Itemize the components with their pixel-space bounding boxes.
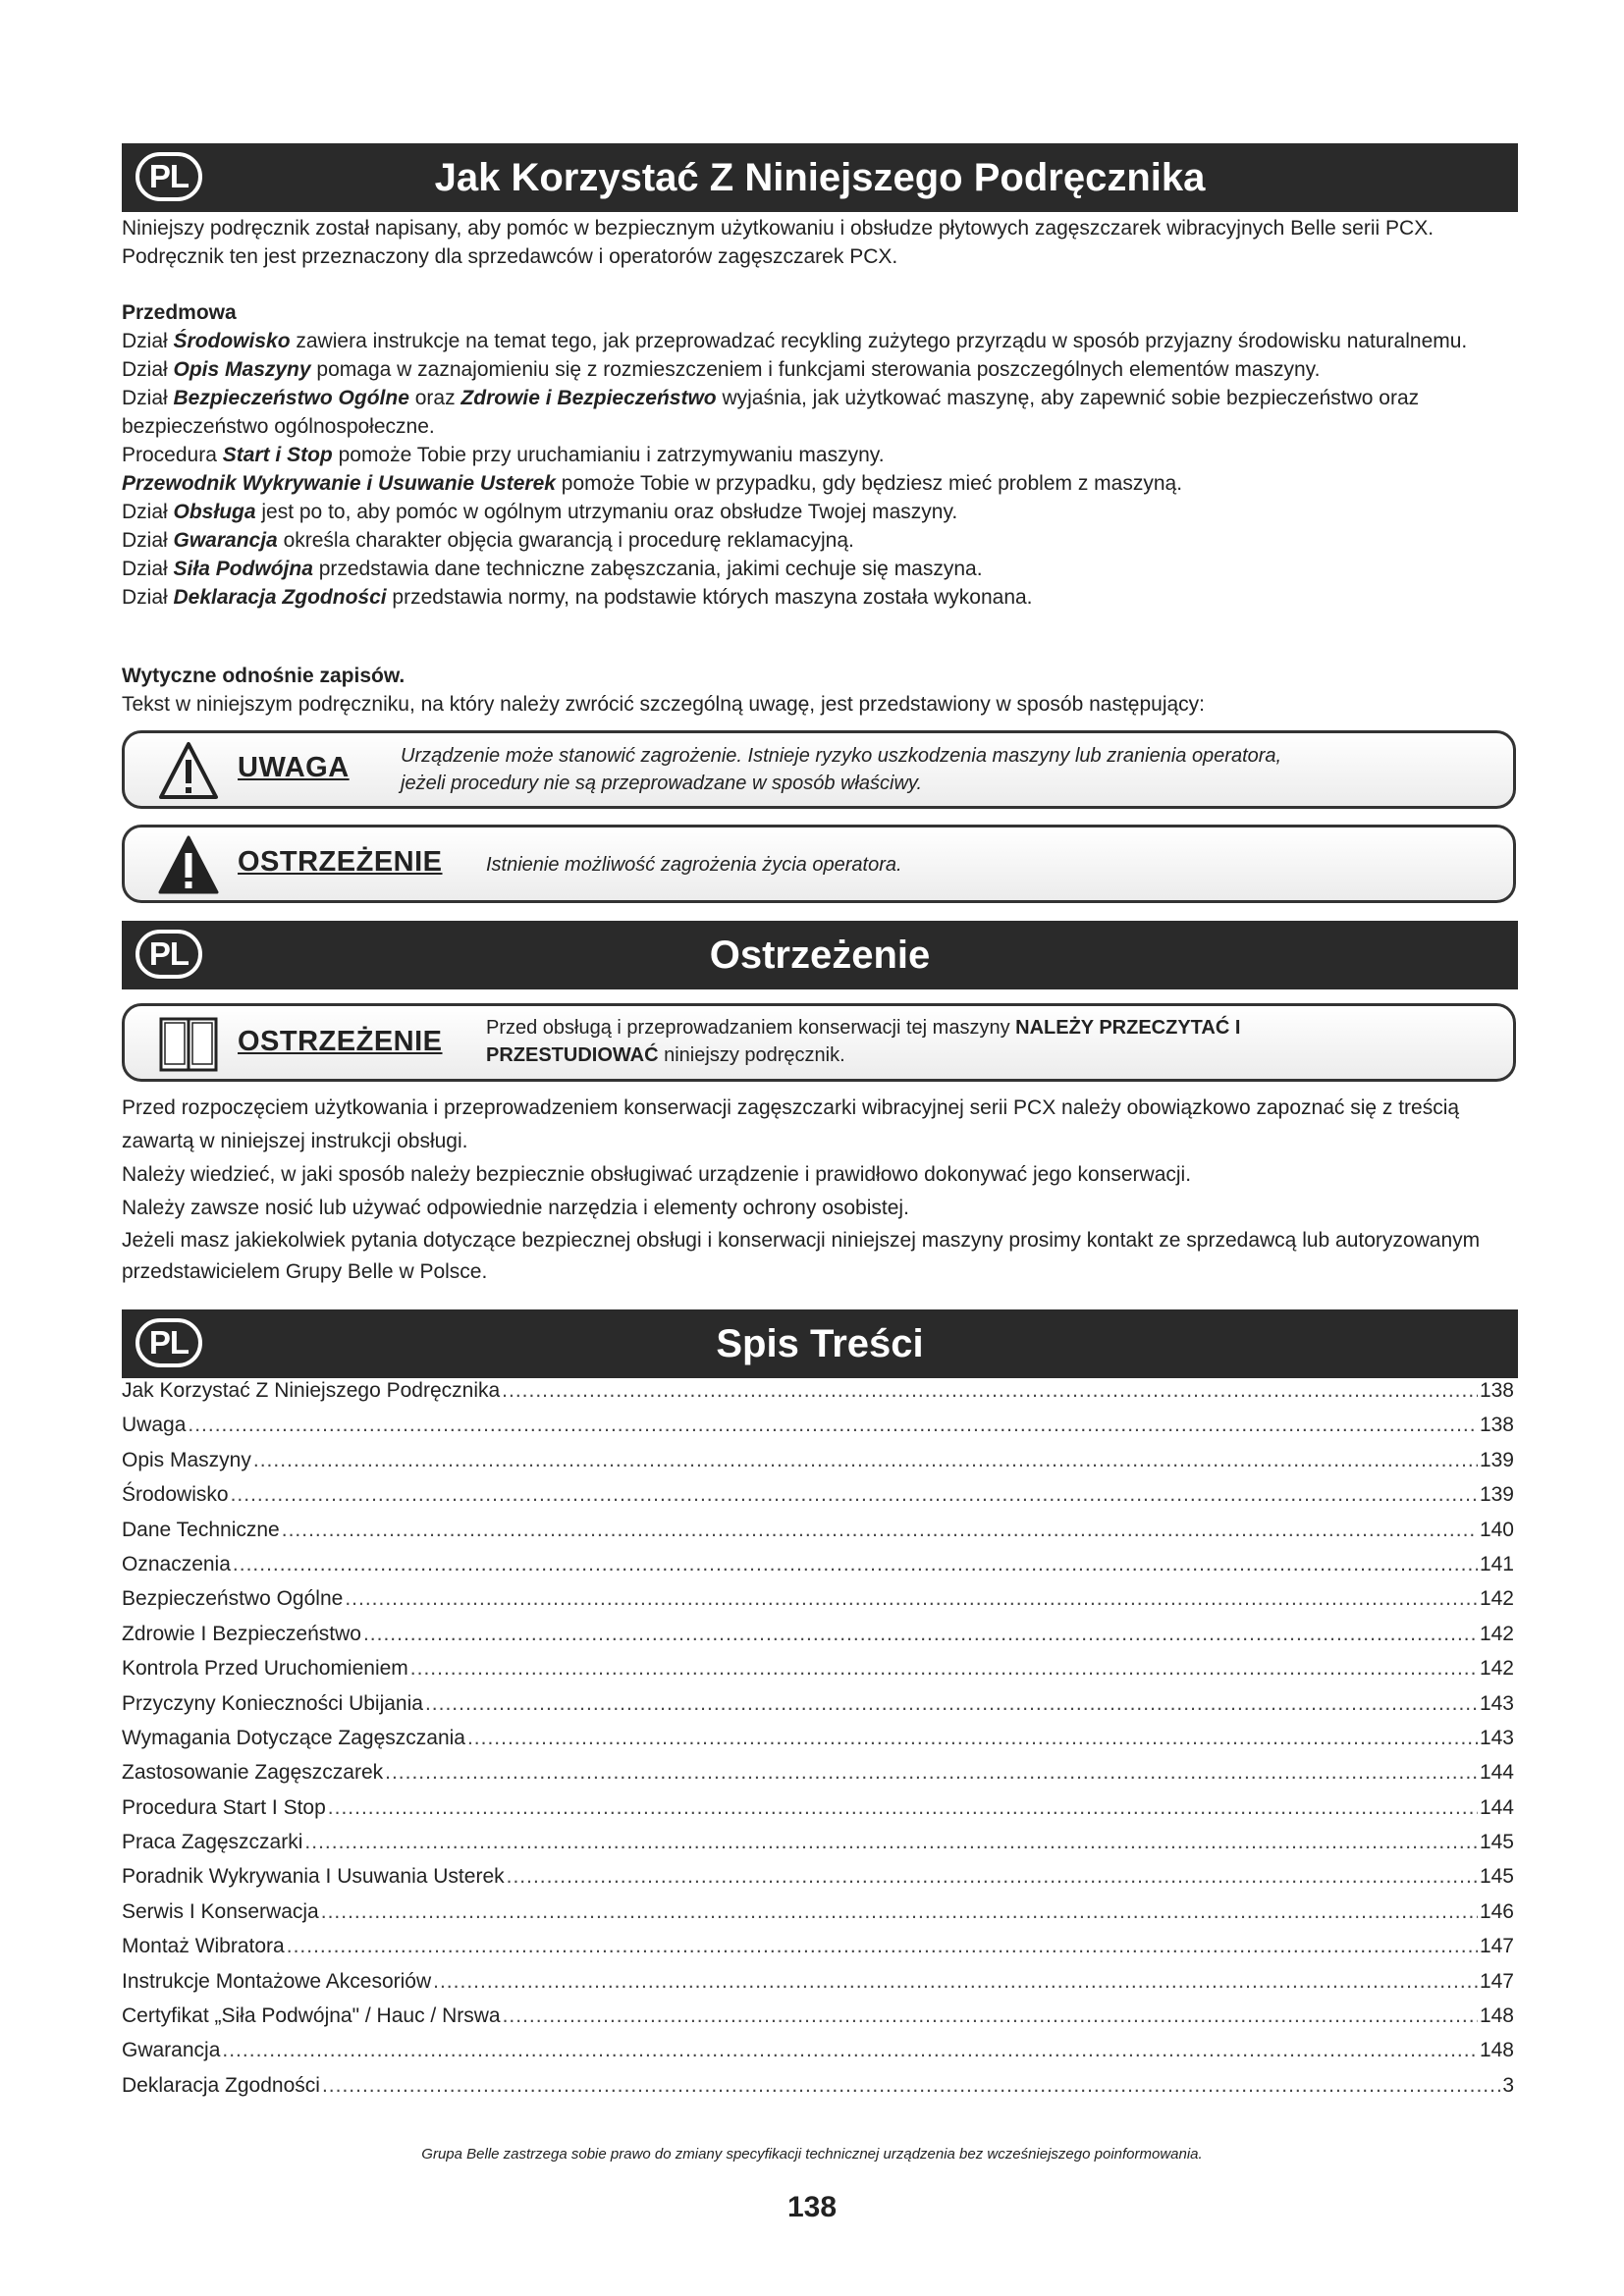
toc-row[interactable] — [122, 1587, 1514, 1622]
toc-entry-page: 140 — [1479, 1518, 1514, 1541]
toc-leader-dots — [363, 1623, 1478, 1646]
toc-entry-page: 141 — [1479, 1552, 1514, 1575]
toc-entry-title: Zdrowie I Bezpieczeństwo — [122, 1622, 361, 1645]
toc-row[interactable] — [122, 1519, 1514, 1553]
toc-row[interactable] — [122, 1449, 1514, 1483]
warning-paragraphs — [122, 1092, 1516, 1288]
toc-entry-title: Praca Zagęszczarki — [122, 1831, 303, 1854]
toc-leader-dots — [188, 1414, 1478, 1437]
guidelines-heading: Wytyczne odnośnie zapisów. — [122, 665, 406, 687]
toc-entry-page: 138 — [1479, 1379, 1514, 1402]
toc-entry-title: Kontrola Przed Uruchomieniem — [122, 1657, 408, 1681]
read-manual-notice — [122, 1003, 1516, 1082]
toc-entry-page: 3 — [1502, 2073, 1514, 2097]
toc-entry-title: Bezpieczeństwo Ogólne — [122, 1587, 344, 1611]
table-of-contents — [122, 1379, 1514, 2109]
toc-leader-dots — [345, 1587, 1478, 1611]
toc-entry-title: Serwis I Konserwacja — [122, 1899, 319, 1923]
warning-paragraph: Przed rozpoczęciem użytkowania i przeprowadzeniem konserwacji zagęszczarki wibracyjnej serii PCX należy obowiązkowo zapoznać się z treścią zawartą w niniejszej instrukcji obsługi. — [122, 1096, 1460, 1152]
toc-leader-dots — [328, 1796, 1478, 1820]
toc-entry-title: Certyfikat „Siła Podwójna" / Hauc / Nrswa — [122, 2004, 501, 2028]
book-icon — [158, 1013, 219, 1074]
toc-row[interactable] — [122, 1831, 1514, 1865]
toc-row[interactable] — [122, 1865, 1514, 1899]
toc-leader-dots — [503, 2004, 1478, 2028]
section-title: Ostrzeżenie — [709, 934, 931, 977]
toc-row[interactable] — [122, 1761, 1514, 1795]
toc-entry-title: Przyczyny Konieczności Ubijania — [122, 1691, 423, 1715]
toc-row[interactable] — [122, 1623, 1514, 1657]
toc-leader-dots — [410, 1657, 1478, 1681]
toc-entry-title: Instrukcje Montażowe Akcesoriów — [122, 1969, 432, 1993]
caution-triangle-icon — [158, 740, 219, 801]
foreword-line: Dział Bezpieczeństwo Ogólne oraz Zdrowie i Bezpieczeństwo wyjaśnia, jak użytkować maszynę, aby zapewnić sobie bezpieczeństwo oraz bezpieczeństwo ogólnospołeczne. — [122, 387, 1420, 438]
toc-entry-title: Uwaga — [122, 1414, 187, 1437]
foreword-line: Dział Opis Maszyny pomaga w zaznajomieniu się z rozmieszczeniem i funkcjami sterowania poszczególnych elementów maszyny. — [122, 358, 1321, 381]
toc-row[interactable] — [122, 1935, 1514, 1969]
toc-entry-page: 148 — [1479, 2004, 1514, 2028]
pl-language-badge: PL — [135, 1318, 202, 1367]
warning-paragraph: Jeżeli masz jakiekolwiek pytania dotyczące bezpiecznej obsługi i konserwacji niniejszej maszyny prosimy kontakt ze sprzedawcą lub autoryzowanym przedstawicielem Grupy Belle w Polsce. — [122, 1229, 1481, 1283]
section-title: Spis Treści — [716, 1322, 924, 1365]
toc-leader-dots — [222, 2039, 1478, 2062]
warning-paragraph: Należy zawsze nosić lub używać odpowiednie narzędzia i elementy ochrony osobistej. — [122, 1197, 909, 1219]
toc-entry-title: Dane Techniczne — [122, 1518, 280, 1541]
warning-label: OSTRZEŻENIE — [238, 846, 443, 878]
toc-leader-dots — [502, 1379, 1478, 1403]
toc-entry-page: 143 — [1479, 1726, 1514, 1749]
foreword-line: Procedura Start i Stop pomoże Tobie przy uruchamianiu i zatrzymywaniu maszyny. — [122, 444, 885, 466]
foreword-block — [122, 298, 1516, 612]
foreword-heading: Przedmowa — [122, 301, 237, 324]
foreword-line: Dział Deklaracja Zgodności przedstawia normy, na podstawie których maszyna została wykonana. — [122, 586, 1033, 609]
toc-entry-page: 142 — [1479, 1657, 1514, 1681]
toc-entry-page: 145 — [1479, 1831, 1514, 1854]
toc-leader-dots — [385, 1761, 1478, 1785]
toc-row[interactable] — [122, 1414, 1514, 1448]
section-title: Jak Korzystać Z Niniejszego Podręcznika — [434, 156, 1206, 199]
foreword-line: Dział Środowisko zawiera instrukcje na temat tego, jak przeprowadzać recykling zużytego przyrządu w sposób przyjazny środowisku naturalnemu. — [122, 330, 1468, 352]
toc-entry-page: 145 — [1479, 1865, 1514, 1889]
warning-paragraph: Należy wiedzieć, w jaki sposób należy bezpiecznie obsługiwać urządzenie i prawidłowo dokonywać jego konserwacji. — [122, 1163, 1192, 1186]
toc-leader-dots — [322, 2074, 1500, 2098]
read-manual-label: OSTRZEŻENIE — [238, 1026, 443, 1057]
warning-triangle-icon — [158, 834, 219, 895]
toc-row[interactable] — [122, 1727, 1514, 1761]
toc-entry-page: 147 — [1479, 1935, 1514, 1958]
toc-entry-page: 143 — [1479, 1691, 1514, 1715]
guidelines-text: Tekst w niniejszym podręczniku, na który należy zwrócić szczególną uwagę, jest przedstawiony w sposób następujący: — [122, 693, 1206, 716]
toc-entry-page: 144 — [1479, 1795, 1514, 1819]
warning-text: Istnienie możliwość zagrożenia życia operatora. — [486, 854, 902, 876]
toc-entry-page: 142 — [1479, 1622, 1514, 1645]
toc-entry-title: Procedura Start I Stop — [122, 1795, 326, 1819]
toc-entry-page: 138 — [1479, 1414, 1514, 1437]
caution-label: UWAGA — [238, 752, 350, 783]
toc-entry-title: Montaż Wibratora — [122, 1935, 285, 1958]
intro-paragraph: Niniejszy podręcznik został napisany, aby pomóc w bezpiecznym użytkowaniu i obsłudze płytowych zagęszczarek wibracyjnych Belle serii PCX. Podręcznik ten jest przeznaczony dla sprzedawców i operatorów zagęszczarek PCX. — [122, 217, 1435, 268]
toc-leader-dots — [467, 1727, 1478, 1750]
section-header-warning — [122, 921, 1518, 989]
toc-leader-dots — [231, 1483, 1478, 1507]
toc-entry-title: Jak Korzystać Z Niniejszego Podręcznika — [122, 1379, 501, 1402]
foreword-line: Dział Obsługa jest po to, aby pomóc w ogólnym utrzymaniu oraz obsłudze Twojej maszyny. — [122, 501, 958, 523]
toc-entry-title: Poradnik Wykrywania I Usuwania Usterek — [122, 1865, 505, 1889]
toc-leader-dots — [321, 1900, 1478, 1924]
toc-leader-dots — [233, 1553, 1478, 1576]
toc-row[interactable] — [122, 2074, 1514, 2109]
foreword-line: Przewodnik Wykrywanie i Usuwanie Usterek pomoże Tobie w przypadku, gdy będziesz mieć problem z maszyną. — [122, 472, 1183, 495]
foreword-line: Dział Siła Podwójna przedstawia dane techniczne zabęszczania, jakimi cechuje się maszyna. — [122, 558, 983, 580]
pl-language-badge: PL — [135, 152, 202, 201]
toc-leader-dots — [287, 1935, 1478, 1958]
toc-entry-title: Wymagania Dotyczące Zagęszczania — [122, 1726, 465, 1749]
toc-row[interactable] — [122, 1483, 1514, 1518]
toc-entry-title: Oznaczenia — [122, 1552, 231, 1575]
toc-entry-title: Gwarancja — [122, 2039, 221, 2062]
toc-row[interactable] — [122, 1692, 1514, 1727]
toc-row[interactable] — [122, 2004, 1514, 2039]
toc-row[interactable] — [122, 1553, 1514, 1587]
toc-entry-title: Deklaracja Zgodności — [122, 2073, 320, 2097]
toc-entry-page: 139 — [1479, 1483, 1514, 1507]
toc-entry-title: Zastosowanie Zagęszczarek — [122, 1761, 384, 1785]
toc-leader-dots — [253, 1449, 1478, 1472]
guidelines-block — [122, 662, 1516, 719]
foreword-line: Dział Gwarancja określa charakter objęcia gwarancją i procedurę reklamacyjną. — [122, 529, 854, 552]
toc-row[interactable] — [122, 1796, 1514, 1831]
toc-row[interactable] — [122, 1900, 1514, 1935]
toc-entry-title: Środowisko — [122, 1483, 229, 1507]
toc-entry-page: 144 — [1479, 1761, 1514, 1785]
read-manual-text: Przed obsługą i przeprowadzaniem konserwacji tej maszyny NALEŻY PRZECZYTAĆ I PRZESTUDIOWAĆ niniejszy podręcznik. — [486, 1017, 1241, 1066]
toc-leader-dots — [507, 1865, 1478, 1889]
pl-language-badge: PL — [135, 930, 202, 979]
toc-entry-page: 139 — [1479, 1448, 1514, 1471]
toc-leader-dots — [282, 1519, 1478, 1542]
caution-text: Urządzenie może stanowić zagrożenie. Istnieje ryzyko uszkodzenia maszyny lub zranienia operatora, jeżeli procedury nie są przeprowadzane w sposób właściwy. — [401, 745, 1282, 794]
toc-row[interactable] — [122, 1657, 1514, 1691]
toc-leader-dots — [425, 1692, 1478, 1716]
toc-row[interactable] — [122, 2039, 1514, 2073]
toc-leader-dots — [433, 1970, 1478, 1994]
toc-entry-title: Opis Maszyny — [122, 1448, 251, 1471]
toc-entry-page: 148 — [1479, 2039, 1514, 2062]
toc-row[interactable] — [122, 1379, 1514, 1414]
toc-entry-page: 146 — [1479, 1899, 1514, 1923]
footer-note: Grupa Belle zastrzega sobie prawo do zmiany specyfikacji technicznej urządzenia bez wcześniejszego poinformowania. — [421, 2146, 1203, 2163]
toc-row[interactable] — [122, 1970, 1514, 2004]
toc-entry-page: 142 — [1479, 1587, 1514, 1611]
caution-notice — [122, 730, 1516, 809]
section-header-toc — [122, 1309, 1518, 1378]
section-header-how-to-use — [122, 143, 1518, 212]
toc-entry-page: 147 — [1479, 1969, 1514, 1993]
toc-leader-dots — [304, 1831, 1478, 1854]
warning-notice — [122, 825, 1516, 903]
page-number: 138 — [786, 2191, 838, 2223]
